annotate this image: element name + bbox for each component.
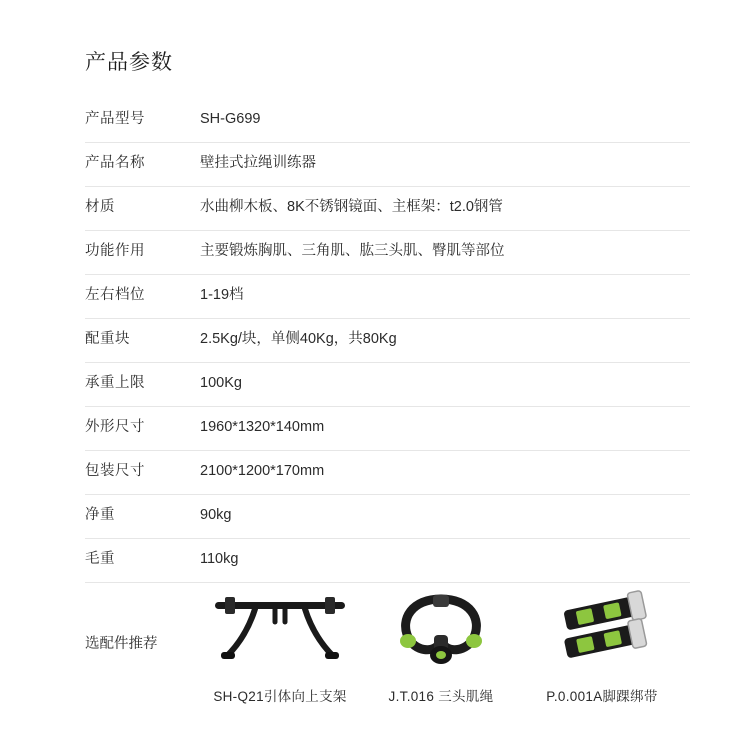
spec-label: 外形尺寸	[85, 406, 200, 450]
spec-label: 毛重	[85, 538, 200, 582]
spec-label: 材质	[85, 186, 200, 230]
ankle-strap-icon	[522, 583, 682, 675]
spec-value: 壁挂式拉绳训练器	[200, 142, 690, 186]
spec-label: 功能作用	[85, 230, 200, 274]
spec-value: 2.5Kg/块，单侧40Kg，共80Kg	[200, 318, 690, 362]
table-row	[85, 230, 690, 274]
table-row	[85, 318, 690, 362]
spec-label: 左右档位	[85, 274, 200, 318]
spec-label: 产品型号	[85, 98, 200, 142]
page-title: 产品参数	[85, 51, 173, 74]
accessory-caption: J.T.016 三头肌绳	[388, 688, 494, 704]
list-item[interactable]	[361, 583, 521, 707]
accessories-list	[200, 583, 690, 707]
spec-label: 产品名称	[85, 142, 200, 186]
table-row	[85, 362, 690, 406]
list-item[interactable]	[522, 583, 682, 707]
table-row	[85, 98, 690, 142]
spec-label: 配重块	[85, 318, 200, 362]
spec-value: 100Kg	[200, 362, 690, 406]
spec-value: 2100*1200*170mm	[200, 450, 690, 494]
spec-table	[85, 98, 690, 707]
accessories-label: 选配件推荐	[85, 635, 158, 652]
spec-value: 90kg	[200, 494, 690, 538]
table-row	[85, 450, 690, 494]
list-item[interactable]	[200, 583, 360, 707]
spec-value: 1960*1320*140mm	[200, 406, 690, 450]
spec-value: SH-G699	[200, 98, 690, 142]
spec-value: 110kg	[200, 538, 690, 582]
table-row	[85, 274, 690, 318]
spec-label: 承重上限	[85, 362, 200, 406]
table-row	[85, 494, 690, 538]
accessories-row	[85, 582, 690, 707]
table-row	[85, 186, 690, 230]
spec-label: 净重	[85, 494, 200, 538]
table-row	[85, 142, 690, 186]
spec-value: 水曲柳木板、8K不锈钢镜面、主框架：t2.0钢管	[200, 186, 690, 230]
table-row	[85, 406, 690, 450]
triceps-rope-icon	[361, 583, 521, 675]
accessory-caption: SH-Q21引体向上支架	[213, 688, 347, 704]
spec-label: 包装尺寸	[85, 450, 200, 494]
spec-value: 1-19档	[200, 274, 690, 318]
pull-up-bar-icon	[200, 583, 360, 675]
accessories-cell	[200, 582, 690, 707]
spec-value: 主要锻炼胸肌、三角肌、肱三头肌、臀肌等部位	[200, 230, 690, 274]
accessory-caption: P.0.001A脚踝绑带	[546, 688, 658, 704]
table-row	[85, 538, 690, 582]
